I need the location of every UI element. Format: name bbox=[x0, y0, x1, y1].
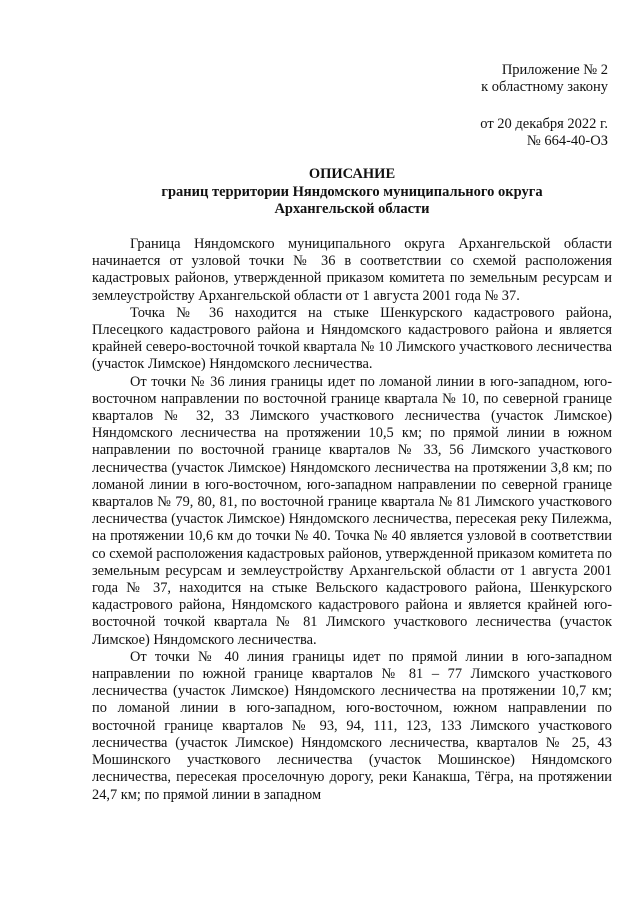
document-title bbox=[92, 166, 612, 219]
title-line-3: Архангельской области bbox=[274, 201, 430, 217]
law-number: № 664-40-ОЗ bbox=[526, 133, 608, 149]
paragraph-2: Точка № 36 находится на стыке Шенкурского кадастрового района, Плесецкого кадастрового района и Няндомского кадастрового района и является крайней северо-восточной точкой квартала № 10 Лимского участкового лесничества (участок Лимское) Няндомского лесничества. bbox=[92, 304, 612, 373]
title-line-2: границ территории Няндомского муниципального округа bbox=[161, 183, 543, 200]
appendix-label: Приложение № 2 bbox=[501, 62, 608, 78]
document-body bbox=[92, 236, 612, 804]
law-details bbox=[480, 116, 608, 150]
paragraph-3: От точки № 36 линия границы идет по ломаной линии в юго-западном, юго-восточном направлении по восточной границе квартала № 10, по северной границе кварталов № 32, 33 Лимского участкового лесничества (участок Лимское) Няндомского лесничества на протяжении 10,5 км; по прямой линии в южном направлении по восточной границе кварталов № 33, 56 Лимского участкового лесничества (участок Лимское) Няндомского лесничества на протяжении 3,8 км; по ломаной линии в юго-восточном, юго-западном направлении по северной границе кварталов № 79, 80, 81, по восточной границе квартала № 81 Лимского участкового лесничества (участок Лимское) Няндомского лесничества, пересекая реку Пилежма, на протяжении 10,6 км до точки № 40. Точка № 40 является узловой в соответствии со схемой расположения кадастровых районов, утвержденной приказом комитета по земельным ресурсам и землеустройству Архангельской области от 1 августа 2001 года № 37, находится на стыке Вельского кадастрового района, Шенкурского кадастрового района, Няндомского кадастрового района и является крайней юго-восточной точкой квартала № 81 Лимского участкового лесничества (участок Лимское) Няндомского лесничества. bbox=[92, 373, 612, 648]
law-date: от 20 декабря 2022 г. bbox=[480, 116, 608, 132]
appendix-header bbox=[481, 62, 608, 96]
paragraph-4: От точки № 40 линия границы идет по прямой линии в юго-западном направлении по южной границе кварталов № 81 – 77 Лимского участкового лесничества (участок Лимское) Няндомского лесничества на протяжении 10,7 км; по ломаной линии в юго-западном, юго-восточном, южном направлении по восточной границе кварталов № 93, 94, 111, 123, 133 Лимского участкового лесничества (участок Лимское) Няндомского лесничества, кварталов № 25, 43 Мошинского участкового лесничества (участок Мошинское) Няндомского лесничества, пересекая проселочную дорогу, реки Канакша, Тёгра, на протяжении 24,7 км; по прямой линии в западном bbox=[92, 648, 612, 803]
title-line-1: ОПИСАНИЕ bbox=[308, 166, 396, 182]
paragraph-1: Граница Няндомского муниципального округа Архангельской области начинается от узловой точки № 36 в соответствии со схемой расположения кадастровых районов, утвержденной приказом комитета по земельным ресурсам и землеустройству Архангельской области от 1 августа 2001 года № 37. bbox=[92, 236, 612, 304]
appendix-law-reference: к областному закону bbox=[481, 79, 608, 95]
